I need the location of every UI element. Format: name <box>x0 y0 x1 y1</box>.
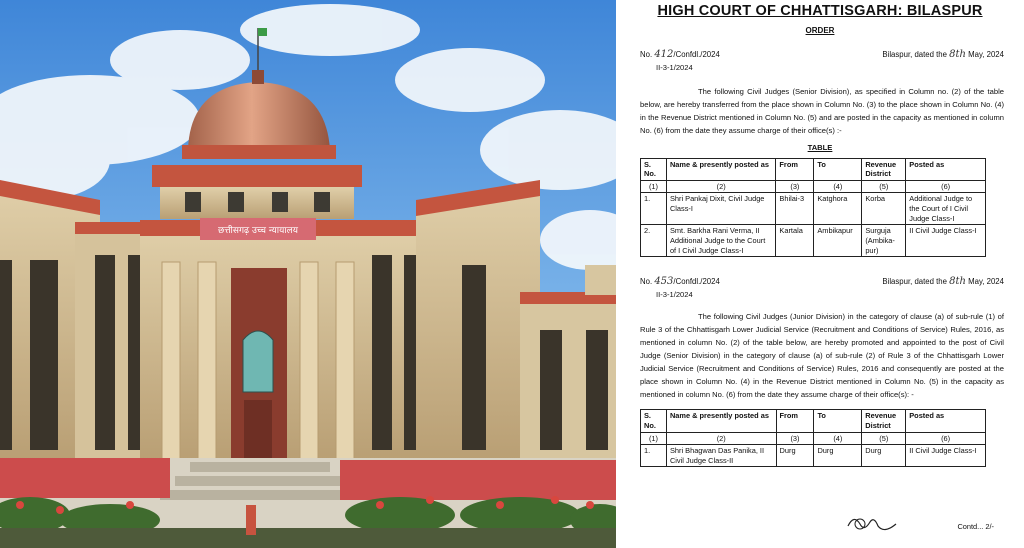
order-number-line <box>636 48 1004 62</box>
column-number-row <box>641 432 986 445</box>
table-cell: 2. <box>641 225 667 257</box>
document-subtitle: ORDER <box>805 25 835 35</box>
table-header-row <box>641 410 986 432</box>
table-cell: Korba <box>862 193 906 225</box>
table-cell: II Civil Judge Class-I <box>906 445 986 467</box>
table-header: From <box>776 158 814 180</box>
red-lawn-right <box>340 460 616 500</box>
table-cell: II Civil Judge Class-I <box>906 225 986 257</box>
table-header: S. No. <box>641 158 667 180</box>
table-header: To <box>814 158 862 180</box>
flag <box>258 28 267 36</box>
table-row <box>641 445 986 467</box>
handwritten-order-number: 412 <box>654 49 674 61</box>
table-cell: Shri Pankaj Dixit, Civil Judge Class-I <box>666 193 775 225</box>
order-number: No. 453/Confdl./2024 <box>640 276 720 288</box>
table-header: Name & presently posted as <box>666 410 776 432</box>
table-header: S. No. <box>641 410 667 432</box>
order-number-line <box>636 275 1004 289</box>
table-header: From <box>776 410 814 432</box>
table-caption: TABLE <box>807 143 833 153</box>
building-sign: छत्तीसगढ़ उच्च न्यायालय <box>218 226 298 236</box>
order-paragraph: The following Civil Judges (Junior Division) in the category of clause (a) of sub-rule (1) of Rule 3 of the Chhattisgarh Lower Judicial Service (Recruitment and Conditions of Service) Rules, 2016, as mentioned in column No. (2) of the table below, are hereby promoted and appointed to the post of Civil Judge (Senior Division) in the category of clause (a) of sub-rule (2) of Rule 3 of the Chhattisgarh Lower Judicial Service (Recruitment and Conditions of Service) Rules, 2016 and consequently are posted at the place shown in Column No. (4) in the Revenue District mentioned in Column No. (5) in the capacity as mentioned in column No. (6) from the date they assume charge of their office(s): - <box>640 311 1004 400</box>
table-cell: (6) <box>906 432 986 445</box>
table-cell: Bhilai-3 <box>776 193 814 225</box>
table-cell: (3) <box>776 432 814 445</box>
table-cell: (2) <box>666 432 776 445</box>
table-row <box>641 193 986 225</box>
table-header: To <box>814 410 862 432</box>
table-header: Posted as <box>906 410 986 432</box>
table-cell: Durg <box>862 445 906 467</box>
table-cell: (1) <box>641 432 667 445</box>
table-cell: (1) <box>641 180 667 193</box>
order-date: Bilaspur, dated the 8th May, 2024 <box>882 276 1004 288</box>
transfer-table <box>640 158 986 258</box>
order-paragraph: The following Civil Judges (Senior Division), as specified in Column no. (2) of the table below, are hereby transferred from the place shown in Column No. (3) to the place shown in Column No. (4) in the Revenue District mentioned in Column No. (5) and are posted in the capacity as mentioned in column No. (6) from the date they assume charge of their office(s) :- <box>640 87 1004 136</box>
order-1 <box>636 48 1004 257</box>
table-row <box>641 225 986 257</box>
continued-note: Contd... 2/- <box>957 522 994 531</box>
table-cell: (4) <box>814 180 862 193</box>
table-cell: (6) <box>906 180 986 193</box>
order-date: Bilaspur, dated the 8th May, 2024 <box>882 49 1004 61</box>
table-header: Posted as <box>906 158 986 180</box>
table-header: Name & presently posted as <box>666 158 775 180</box>
red-lawn-left <box>0 458 170 498</box>
document-title: HIGH COURT OF CHHATTISGARH: BILASPUR <box>657 3 983 19</box>
signature <box>844 512 904 536</box>
reference-number: II-3-1/2024 <box>656 289 693 299</box>
table-cell: (5) <box>862 180 906 193</box>
table-cell: Surguja (Ambika-pur) <box>862 225 906 257</box>
table-cell: Durg <box>776 445 814 467</box>
table-cell: Additional Judge to the Court of I Civil Judge Class-I <box>906 193 986 225</box>
table-header: Revenue District <box>862 158 906 180</box>
table-cell: (4) <box>814 432 862 445</box>
table-cell: Shri Bhagwan Das Panika, II Civil Judge Class-II <box>666 445 776 467</box>
table-cell: (5) <box>862 432 906 445</box>
table-cell: 1. <box>641 445 667 467</box>
table-cell: Smt. Barkha Rani Verma, II Additional Judge to the Court of I Civil Judge Class-I <box>666 225 775 257</box>
table-cell: (3) <box>776 180 814 193</box>
order-2 <box>636 275 1004 467</box>
promotion-table <box>640 409 986 467</box>
court-order-document <box>616 0 1024 548</box>
handwritten-order-number: 453 <box>654 276 674 288</box>
reference-number: II-3-1/2024 <box>656 62 693 72</box>
table-cell: (2) <box>666 180 775 193</box>
table-cell: Katghora <box>814 193 862 225</box>
table-header-row <box>641 158 986 180</box>
column-number-row <box>641 180 986 193</box>
handwritten-date: 8th <box>949 49 966 61</box>
table-cell: Ambikapur <box>814 225 862 257</box>
table-header: Revenue District <box>862 410 906 432</box>
table-cell: 1. <box>641 193 667 225</box>
order-number: No. 412/Confdl./2024 <box>640 49 720 61</box>
table-cell: Durg <box>814 445 862 467</box>
handwritten-date: 8th <box>949 276 966 288</box>
table-cell: Kartala <box>776 225 814 257</box>
